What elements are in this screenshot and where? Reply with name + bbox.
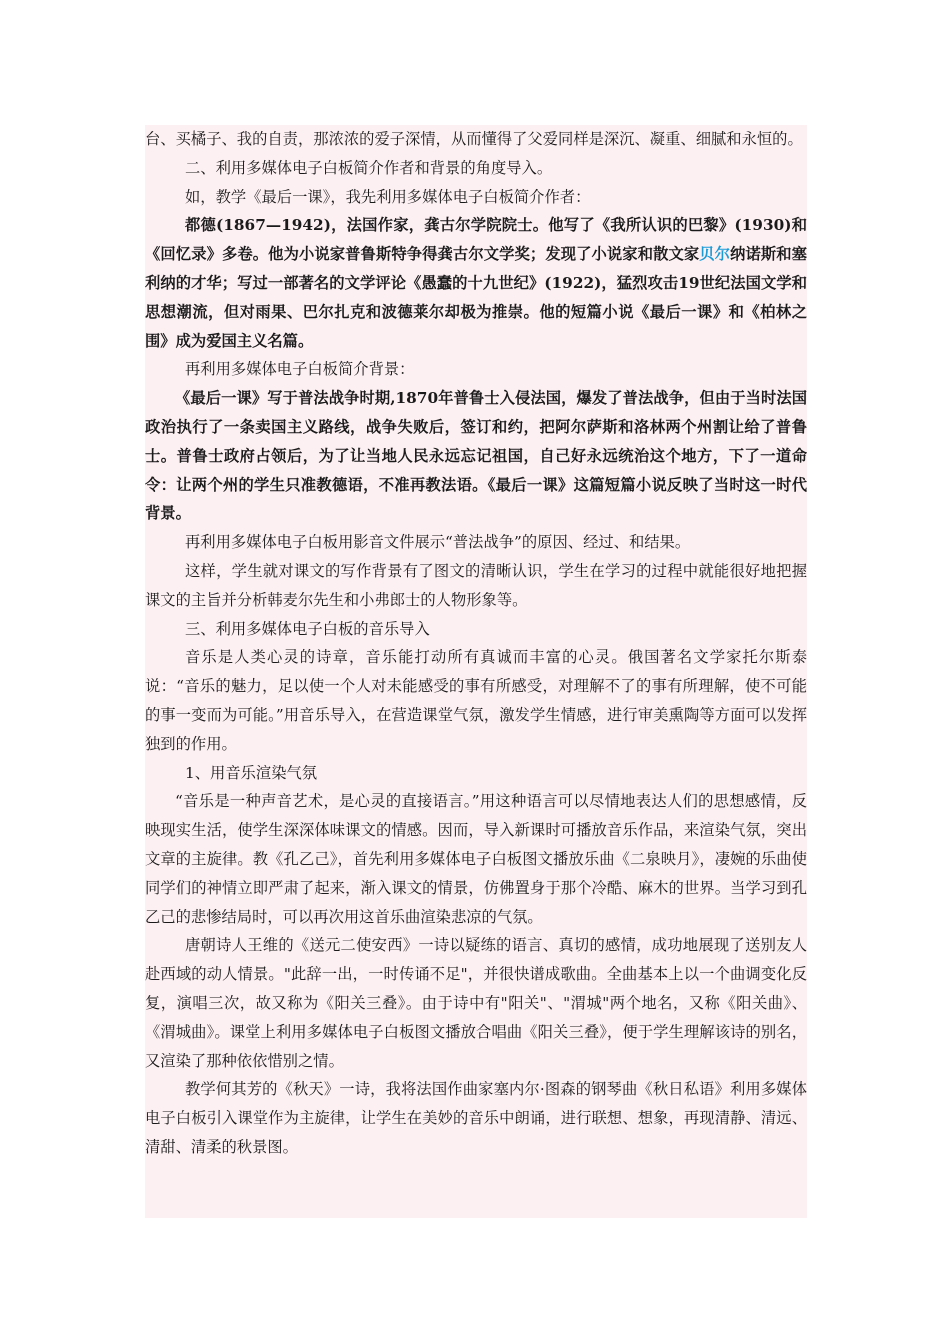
heading-section-2: 二、利用多媒体电子白板简介作者和背景的角度导入。 [185,158,553,177]
paragraph-music: 音乐是人类心灵的诗章，音乐能打动所有真诚而丰富的心灵。俄国著名文学家托尔斯泰说：“音乐的魅力，足以使一个人对未能感受的事有所感受，对理解不了的事有所理解，使不可能的事一变而为可能。”用音乐导入，在营造课堂气氛，激发学生情感，进行审美熏陶等方面可以发挥独到的作用。 [145,648,807,753]
paragraph-video: 再利用多媒体电子白板用影音文件展示“普法战争”的原因、经过、和结果。 [185,533,691,552]
document-body [145,125,807,1218]
paragraph-result: 这样，学生就对课文的写作背景有了图文的清晰认识，学生在学习的过程中就能很好地把握课文的主旨并分析韩麦尔先生和小弗郎士的人物形象等。 [145,561,807,609]
author-link[interactable]: 贝尔 [699,245,731,264]
author-intro-text-a: 都德(1867—1942)，法国作家，龚古尔学院院士。他写了《我所认识的巴黎》(1930)和《回忆录》多卷。他为小说家普鲁斯特争得龚古尔文学奖；发现了小说家和散文家 [145,216,807,264]
paragraph-example-intro: 如，教学《最后一课》，我先利用多媒体电子白板简介作者： [185,187,591,206]
paragraph-autumn: 教学何其芳的《秋天》一诗，我将法国作曲家塞内尔·图森的钢琴曲《秋日私语》利用多媒体电子白板引入课堂作为主旋律，让学生在美妙的音乐中朗诵，进行联想、想象，再现清静、清远、清甜、清柔的秋景图。 [145,1080,807,1156]
paragraph-music-atmosphere: “音乐是一种声音艺术，是心灵的直接语言。”用这种语言可以尽情地表达人们的思想感情，反映现实生活，使学生深深体味课文的情感。因而，导入新课时可播放音乐作品，来渲染气氛，突出文章的主旋律。教《孔乙己》，首先利用多媒体电子白板图文播放乐曲《二泉映月》，凄婉的乐曲使同学们的神情立即严肃了起来，渐入课文的情景，仿佛置身于那个冷酷、麻木的世界。当学习到孔乙己的悲惨结局时，可以再次用这首乐曲渲染悲凉的气氛。 [145,792,807,926]
heading-subsection-1: 1、用音乐渲染气氛 [185,763,318,782]
author-intro-text-b: 纳诺斯和塞利纳的才华；写过一部著名的文学评论《愚蠢的十九世纪》(1922)，猛烈攻击19世纪法国文学和思想潮流，但对雨果、巴尔扎克和波德莱尔却极为推崇。他的短篇小说《最后一课》和《柏林之围》成为爱国主义名篇。 [145,245,807,350]
paragraph-wangwei: 唐朝诗人王维的《送元二使安西》一诗以疑练的语言、真切的感情，成功地展现了送别友人赴西域的动人情景。"此辞一出，一时传诵不足"，并很快谱成歌曲。全曲基本上以一个曲调变化反复，演唱三次，故又称为《阳关三叠》。由于诗中有"阳关"、"渭城"两个地名，又称《阳关曲》、《渭城曲》。课堂上利用多媒体电子白板图文播放合唱曲《阳关三叠》，便于学生理解该诗的别名，又渲染了那种依依惜别之情。 [145,936,807,1070]
heading-section-3: 三、利用多媒体电子白板的音乐导入 [185,619,430,638]
paragraph-1: 台、买橘子、我的自责，那浓浓的爱子深情，从而懂得了父爱同样是深沉、凝重、细腻和永恒的。 [145,130,803,148]
author-intro-paragraph [145,211,807,355]
background-paragraph: 《最后一课》写于普法战争时期,1870年普鲁士入侵法国，爆发了普法战争，但由于当时法国政治执行了一条卖国主义路线，战争失败后，签订和约，把阿尔萨斯和洛林两个州割让给了普鲁士。普鲁士政府占领后，为了让当地人民永远忘记祖国，自己好永远统治这个地方，下了一道命令：让两个州的学生只准教德语，不准再教法语。《最后一课》这篇短篇小说反映了当时这一时代背景。 [145,389,807,523]
paragraph-background-intro: 再利用多媒体电子白板简介背景： [185,360,415,379]
